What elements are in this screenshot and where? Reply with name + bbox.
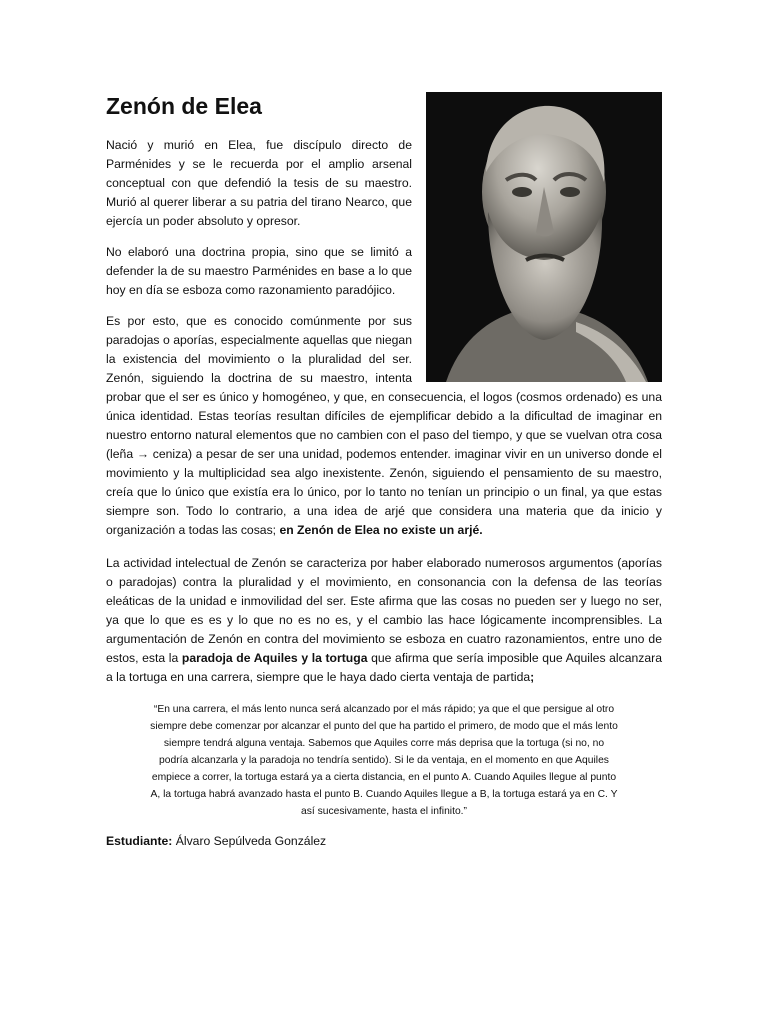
paragraph-1: Nació y murió en Elea, fue discípulo directo de Parménides y se le recuerda por el amplio arsenal conceptual con que defendió la tesis de su maestro. Murió al querer liberar a su patria del tirano Nearco, que ejercía un poder absoluto y opresor. (106, 138, 412, 228)
paragraph-2: No elaboró una doctrina propia, sino que se limitó a defender la de su maestro Parménides en base a lo que hoy en día se esboza como razonamiento paradójico. (106, 245, 412, 297)
paragraph-3-bold: en Zenón de Elea no existe un arjé. (276, 523, 483, 537)
paragraph-4-text-a: La actividad intelectual de Zenón se caracteriza por haber elaborado numerosos argumentos (aporías o paradojas) contra la pluralidad y el movimiento, en consonancia con la defensa de las teorías eleáticas de la unidad e inmovilidad del ser. Este afirma que las cosas no pueden ser y luego no ser, ya que lo que es es y lo que no es no es, y el cambio las hace lógicamente incomprensibles. La argumentación de Zenón en contra del movimiento se esboza en cuatro razonamientos, entre uno de estos, esta la (106, 556, 662, 665)
paragraph-4 (106, 554, 662, 687)
page-title: Zenón de Elea (106, 93, 262, 119)
achilles-quote: “En una carrera, el más lento nunca será alcanzado por el más rápido; ya que el que persigue al otro siempre debe comenzar por alcanzar el punto del que ha partido el primero, de modo que el más lento siempre tendrá alguna ventaja. Sabemos que Aquiles corre más deprisa que la tortuga (si no, no podría alcanzarla y la paradoja no tendría sentido). Si le da ventaja, en el momento en que Aquiles empiece a correr, la tortuga estará ya a cierta distancia, en el punto A. Cuando Aquiles llegue al punto A, la tortuga habrá avanzado hasta el punto B. Cuando Aquiles llegue a B, la tortuga estará ya en C. Y así sucesivamente, hasta el infinito.” (150, 704, 618, 817)
paragraph-4-end: ; (530, 670, 535, 684)
student-line (106, 832, 662, 851)
bust-portrait-icon (426, 92, 662, 382)
student-label: Estudiante: (106, 834, 173, 848)
portrait-illustration (426, 92, 662, 382)
document-body (106, 92, 662, 851)
student-name: Álvaro Sepúlveda González (172, 834, 327, 848)
paragraph-4-bold: paradoja de Aquiles y la tortuga (181, 651, 368, 665)
paragraph-3-text: Es por esto, que es conocido comúnmente por sus paradojas o aporías, especialmente aquellas que niegan la existencia del movimiento o la pluralidad del ser. Zenón, siguiendo la doctrina de su maestro, intenta probar que el ser es único y homogéneo, y que, en consecuencia, el logos (cosmos ordenado) es una única identidad. Estas teorías resultan difíciles de ejemplificar debido a la dificultad de imaginar en nuestro entorno natural elementos que no cambien con el paso del tiempo, y que se vuelvan otra cosa (leña → ceniza) a pesar de ser una unidad, podemos entender. imaginar vivir en un universo donde el movimiento y la multiplicidad sea algo inexistente. Zenón, siguiendo el pensamiento de su maestro, creía que lo único que existía era lo único, por lo tanto no tenían un principio o un final, ya que estas siempre son. Todo lo contrario, a una idea de arjé que considera una materia que da inicio y organización a todas las cosas; (106, 314, 662, 537)
paragraph-4-text-b: que afirma que sería imposible que Aquiles alcanzara a la tortuga en una carrera, siempre que le haya dado cierta ventaja de partida (106, 651, 662, 684)
